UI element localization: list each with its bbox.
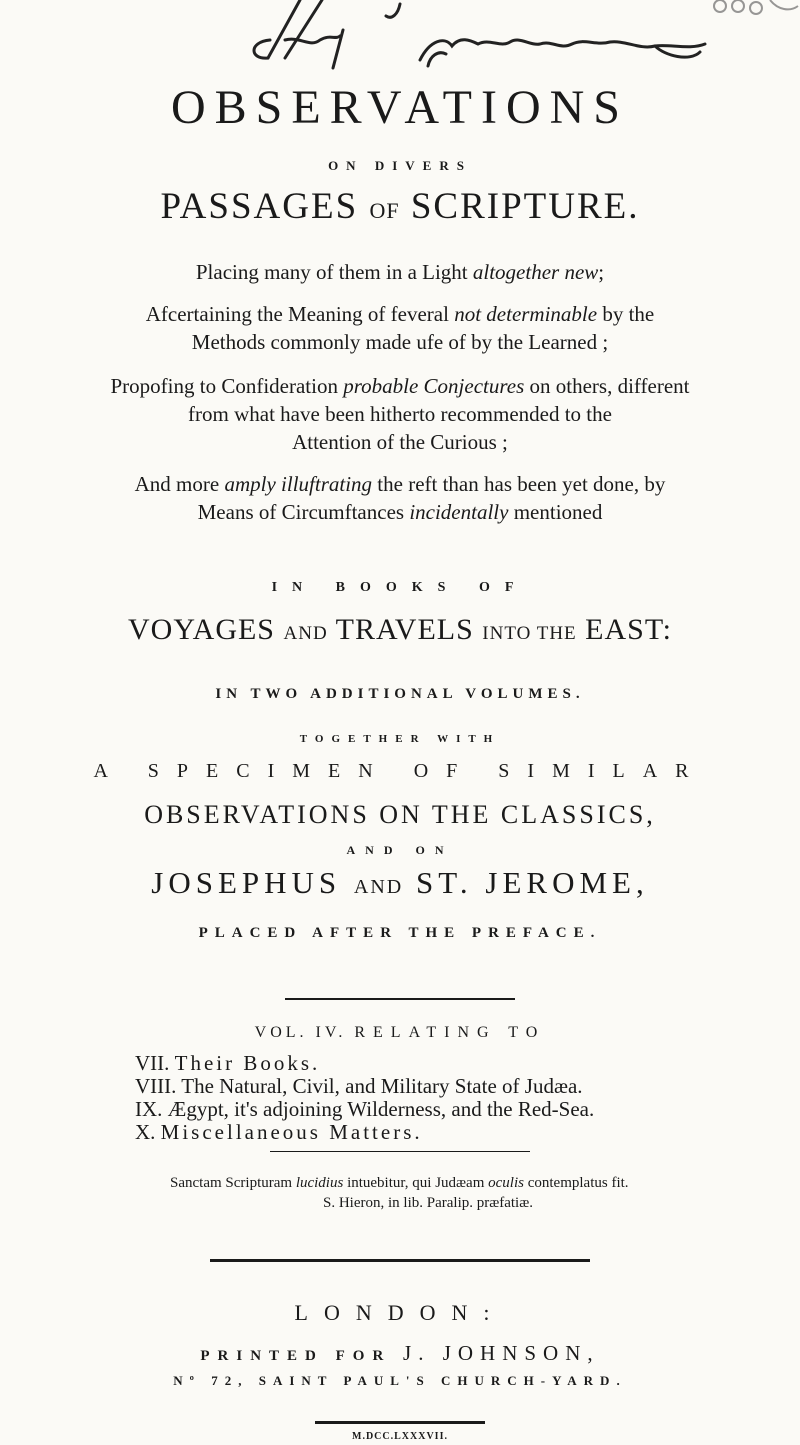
- description-line-1: [0, 258, 800, 286]
- volume-label: VOL. IV.: [254, 1024, 347, 1041]
- contents-item: [135, 1098, 775, 1121]
- travels-word: TRAVELS: [335, 613, 474, 646]
- epigraph-italic-2: oculis: [488, 1175, 524, 1191]
- epigraph-text-3: contemplatus fit.: [523, 1175, 629, 1191]
- p3-text: Propofing to Confideration: [110, 374, 344, 398]
- item-text: Their Books.: [174, 1051, 321, 1075]
- p3-end: on others, different: [524, 374, 690, 398]
- st-word: ST.: [416, 865, 473, 900]
- volume-heading: [0, 1024, 800, 1042]
- divider-rule-3: [210, 1259, 590, 1262]
- scripture-word: SCRIPTURE.: [410, 186, 640, 227]
- book-title: OBSERVATIONS: [170, 81, 629, 134]
- p4-text: And more: [134, 472, 225, 496]
- p2-end: by the: [597, 302, 655, 326]
- together-with: TOGETHER WITH: [299, 733, 501, 745]
- p4-line2: Means of Circumftances: [197, 500, 410, 524]
- epigraph-text: Sanctam Scripturam: [170, 1175, 296, 1191]
- p2-italic: not determinable: [454, 302, 598, 326]
- two-volumes-line: IN TWO ADDITIONAL VOLUMES.: [215, 686, 585, 702]
- p1-end: ;: [598, 260, 605, 284]
- epigraph-italic: lucidius: [295, 1175, 344, 1191]
- p1-italic: altogether new: [472, 260, 599, 284]
- of-word: OF: [369, 198, 400, 223]
- item-number: IX.: [135, 1097, 168, 1121]
- imprint-city: LONDON:: [294, 1300, 506, 1325]
- contents-item: [135, 1121, 775, 1144]
- p3-line3: Attention of the Curious ;: [292, 430, 508, 454]
- contents-item: [135, 1052, 775, 1075]
- imprint-address: Nº 72, SAINT PAUL'S CHURCH-YARD.: [173, 1373, 627, 1388]
- p4-end: the reft than has been yet done, by: [372, 472, 666, 496]
- divider-rule-1: [285, 998, 515, 1000]
- east-word: EAST:: [585, 613, 672, 646]
- voyages-line: [0, 613, 800, 647]
- josephus-word: JOSEPHUS: [151, 865, 342, 900]
- subtitle-on-divers: ON DIVERS: [328, 158, 472, 173]
- and-word-2: AND: [353, 876, 404, 898]
- handwritten-signature: [0, 0, 800, 70]
- specimen-line: A SPECIMEN OF SIMILAR: [93, 760, 707, 782]
- in-books-of: IN BOOKS OF: [271, 580, 529, 595]
- voyages-word: VOYAGES: [127, 613, 275, 646]
- epigraph-citation: S. Hieron, in lib. Paralip. præfatiæ.: [323, 1195, 533, 1211]
- p4-line2-end: mentioned: [508, 500, 603, 524]
- and-word: AND: [283, 623, 328, 644]
- josephus-line: [0, 865, 800, 901]
- contents-item: [135, 1075, 775, 1098]
- publisher-name: J. JOHNSON,: [403, 1341, 600, 1365]
- into-the-word: INTO THE: [482, 623, 577, 644]
- imprint-printed-for: [0, 1341, 800, 1366]
- divider-rule-2: [270, 1151, 530, 1152]
- p2-line2: Methods commonly made ufe of by the Learned ;: [191, 330, 609, 354]
- observations-classics: OBSERVATIONS ON THE CLASSICS,: [144, 800, 656, 829]
- and-on: AND ON: [346, 843, 454, 857]
- item-number: VIII.: [135, 1074, 182, 1098]
- item-number: X.: [135, 1120, 161, 1144]
- volume-relating: RELATING TO: [354, 1024, 546, 1041]
- printed-for-text: PRINTED FOR: [200, 1348, 392, 1364]
- p2-text: Afcertaining the Meaning of feveral: [145, 302, 455, 326]
- p4-italic-2: incidentally: [409, 500, 509, 524]
- epigraph: [170, 1173, 770, 1213]
- item-text: Ægypt, it's adjoining Wilderness, and the Red-Sea.: [167, 1097, 595, 1121]
- description-line-4: [0, 470, 800, 526]
- item-number: VII.: [135, 1051, 175, 1075]
- p4-italic: amply illuftrating: [224, 472, 373, 496]
- description-line-2: [0, 300, 800, 356]
- p3-line2: from what have been hitherto recommended to the: [188, 402, 612, 426]
- imprint-date: M.DCC.LXXXVII.: [352, 1431, 448, 1442]
- subtitle-passages: [0, 185, 800, 228]
- passages-word: PASSAGES: [160, 186, 359, 227]
- jerome-word: JEROME,: [485, 865, 649, 900]
- divider-rule-4: [315, 1421, 485, 1424]
- placed-after-preface: PLACED AFTER THE PREFACE.: [198, 925, 602, 941]
- p3-italic: probable Conjectures: [343, 374, 525, 398]
- p1-text: Placing many of them in a Light: [195, 260, 473, 284]
- contents-list: [135, 1052, 775, 1144]
- item-text: The Natural, Civil, and Military State of Judæa.: [181, 1074, 583, 1098]
- description-line-3: [0, 372, 800, 456]
- item-text: Miscellaneous Matters.: [160, 1120, 423, 1144]
- epigraph-text-2: intuebitur, qui Judæam: [343, 1175, 489, 1191]
